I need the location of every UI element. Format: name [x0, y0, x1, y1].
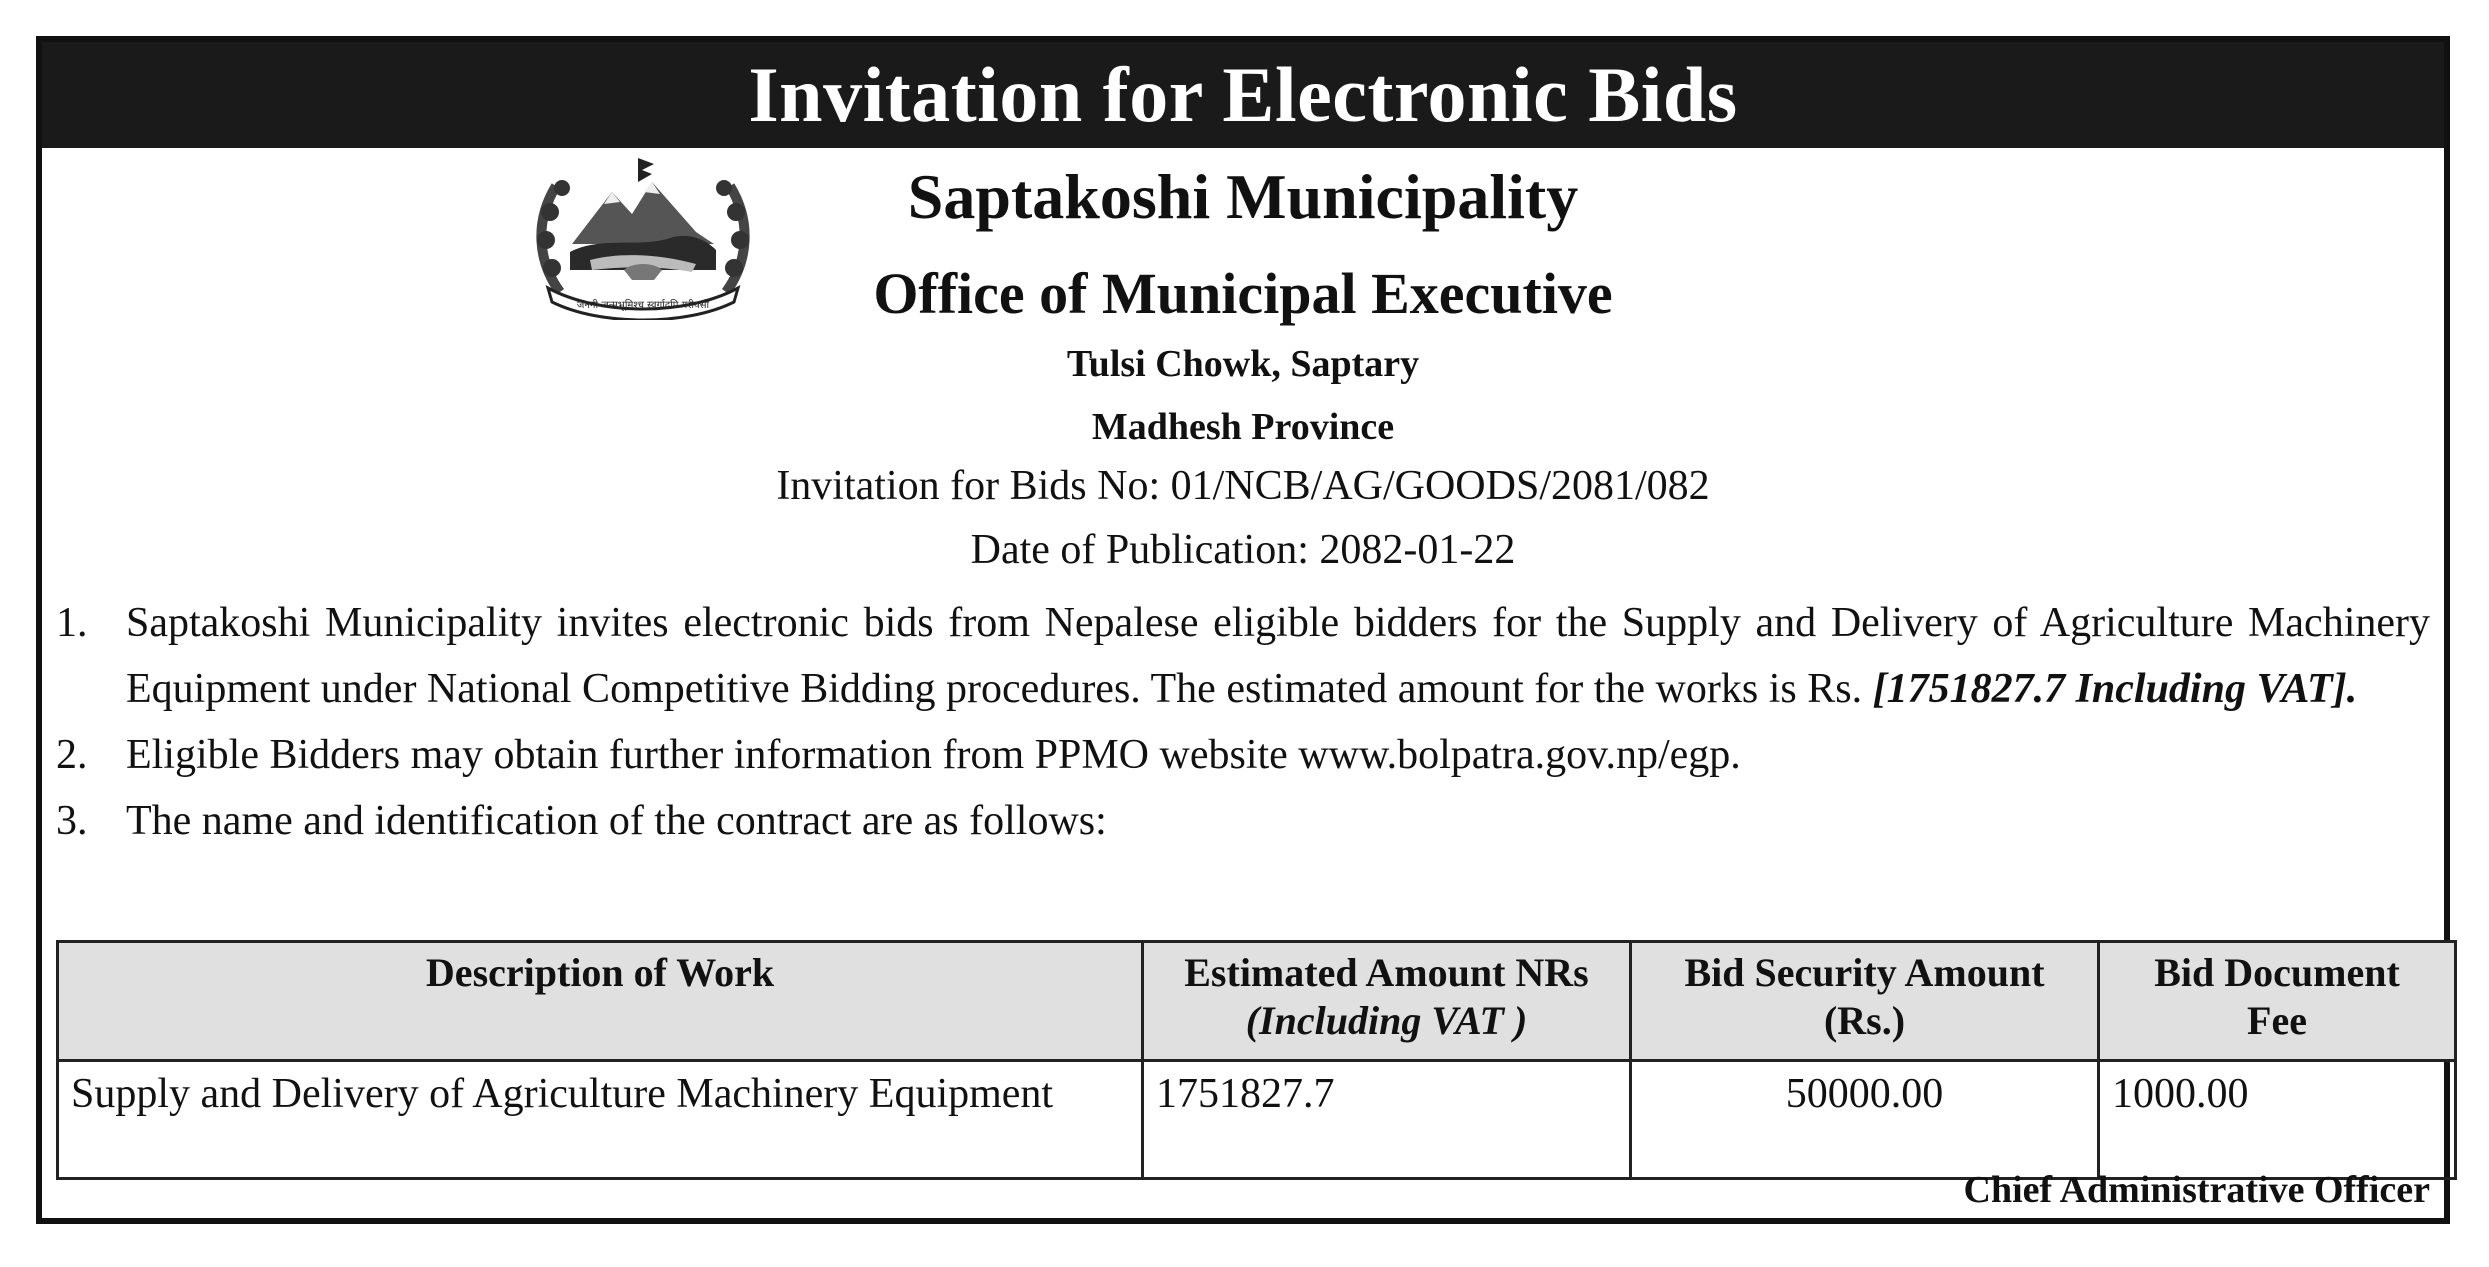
bid-number: Invitation for Bids No: 01/NCB/AG/GOODS/2081/082	[776, 463, 1710, 509]
item-number: 3.	[56, 798, 88, 844]
address-line-2: Madhesh Province	[1091, 406, 1395, 448]
office-name: Office of Municipal Executive	[873, 261, 1613, 326]
list-item	[42, 722, 2444, 788]
notice-banner	[42, 42, 2444, 148]
organization-name: Saptakoshi Municipality	[907, 161, 1579, 232]
cell-description: Supply and Delivery of Agriculture Machinery Equipment	[58, 1061, 1143, 1179]
table-row	[58, 1061, 2456, 1179]
item-number: 1.	[56, 600, 88, 646]
publication-date: Date of Publication: 2082-01-22	[970, 527, 1516, 573]
cell-bid-security: 50000.00	[1631, 1061, 2099, 1179]
signature-title: Chief Administrative Officer	[1963, 1169, 2430, 1211]
list-item	[42, 590, 2444, 722]
table-header-row	[58, 942, 2456, 1061]
item-text: Eligible Bidders may obtain further information from PPMO website www.bolpatra.gov.np/egp.	[126, 732, 1741, 778]
item-text: Saptakoshi Municipality invites electronic bids from Nepalese eligible bidders for the Supply and Delivery of Agriculture Machinery Equipment under National Competitive Bidding procedures. The estimated amount for the works is Rs. [1751827.7 Including VAT].	[126, 600, 2430, 712]
column-header-description: Description of Work	[58, 942, 1143, 1061]
svg-text:जननी जन्मभूमिश्च स्वर्गादपि गर: जननी जन्मभूमिश्च स्वर्गादपि गरीयसी	[576, 300, 710, 311]
column-header-bid-security: Bid Security Amount (Rs.)	[1631, 942, 2099, 1061]
estimated-amount-emphasis: [1751827.7 Including VAT].	[1872, 666, 2358, 712]
item-text: The name and identification of the contract are as follows:	[126, 798, 1107, 844]
list-item	[42, 788, 2444, 854]
item-number: 2.	[56, 732, 88, 778]
contract-table	[56, 940, 2457, 1180]
notice-items	[42, 590, 2444, 854]
column-header-estimated-amount: Estimated Amount NRs (Including VAT )	[1143, 942, 1631, 1061]
column-header-document-fee: Bid Document Fee	[2099, 942, 2456, 1061]
address-line-1: Tulsi Chowk, Saptary	[1066, 343, 1420, 385]
cell-estimated-amount: 1751827.7	[1143, 1061, 1631, 1179]
notice-title: Invitation for Electronic Bids	[748, 51, 1738, 138]
bid-notice	[36, 36, 2450, 1224]
cell-document-fee: 1000.00	[2099, 1061, 2456, 1179]
